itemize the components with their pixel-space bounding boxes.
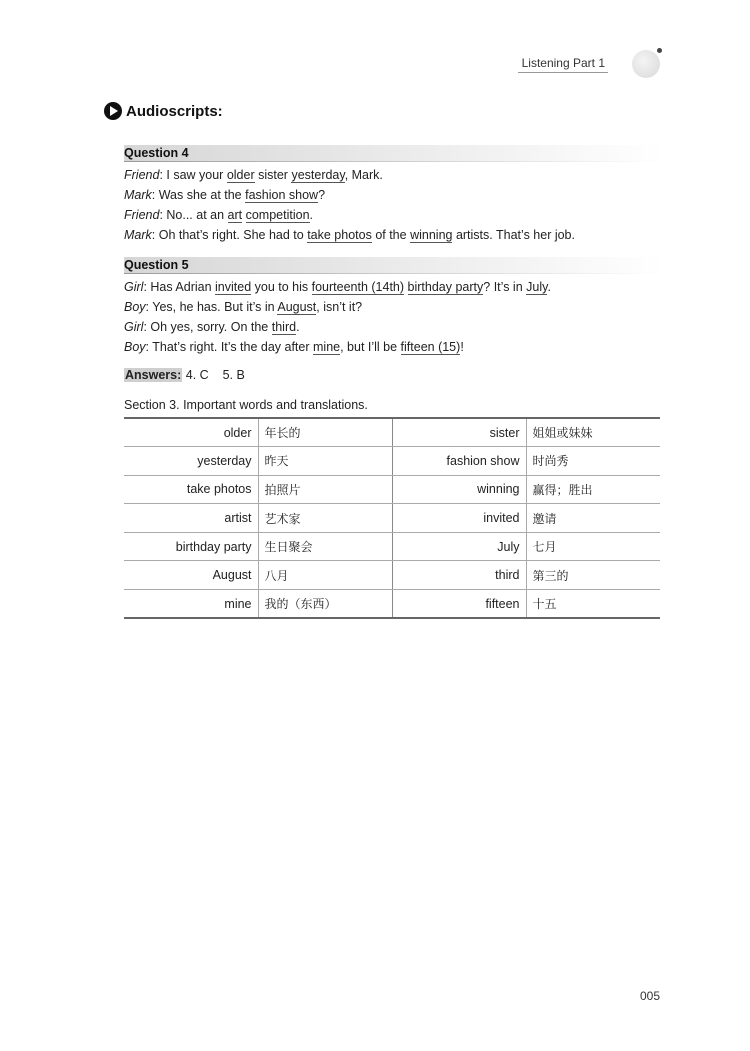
english-term: artist (124, 504, 258, 533)
chinese-translation: 时尚秀 (526, 447, 660, 476)
key-word: fifteen (15) (400, 340, 461, 354)
heading-rule (124, 161, 664, 162)
script-text: : No... at an (159, 208, 228, 222)
table-row (124, 447, 660, 476)
key-word: fashion show (245, 188, 319, 202)
english-term: winning (392, 475, 526, 504)
key-word: winning (410, 228, 453, 242)
script-line (124, 225, 684, 245)
script-text: . (296, 320, 300, 334)
question-5-script (124, 277, 684, 357)
key-word: third (271, 320, 297, 334)
english-term: birthday party (124, 532, 258, 561)
speaker-name: Girl (124, 280, 144, 294)
section-title: Audioscripts: (126, 102, 223, 120)
speaker-name: Girl (124, 320, 144, 334)
speaker-name: Friend (124, 208, 160, 222)
question-5-heading (124, 257, 664, 273)
key-word: competition (245, 208, 310, 222)
script-text: : That’s right. It’s the day after (145, 340, 313, 354)
chinese-translation: 拍照片 (258, 475, 392, 504)
chinese-translation: 第三的 (526, 561, 660, 590)
english-term: yesterday (124, 447, 258, 476)
script-text: artists. That’s her job. (452, 228, 575, 242)
script-text: : Oh yes, sorry. On the (143, 320, 272, 334)
english-term: August (124, 561, 258, 590)
chinese-translation: 邀请 (526, 504, 660, 533)
script-text: : Oh that’s right. She had to (151, 228, 308, 242)
english-term: third (392, 561, 526, 590)
key-word: invited (215, 280, 252, 294)
key-word: art (227, 208, 243, 222)
header-circle-decoration (632, 50, 660, 78)
english-term: fashion show (392, 447, 526, 476)
answers-text: 4. C 5. B (182, 368, 245, 382)
heading-rule (124, 273, 664, 274)
speaker-name: Boy (124, 340, 146, 354)
speaker-name: Mark (124, 228, 152, 242)
question-5-title: Question 5 (124, 258, 189, 272)
english-term: sister (392, 418, 526, 447)
table-row (124, 418, 660, 447)
table-row (124, 590, 660, 619)
script-text: , Mark. (344, 168, 383, 182)
play-icon (104, 102, 122, 120)
running-header (520, 48, 720, 78)
chinese-translation: 昨天 (258, 447, 392, 476)
table-caption: Section 3. Important words and translations. (124, 398, 368, 412)
question-4-title: Question 4 (124, 146, 189, 160)
script-text: . (309, 208, 314, 222)
key-word: fourteenth (14th) (311, 280, 405, 294)
chinese-translation: 我的（东西） (258, 590, 392, 619)
script-text: , but I’ll be (340, 340, 401, 354)
header-rule (518, 72, 608, 73)
answers-line (124, 368, 245, 382)
script-text: , isn’t it? (316, 300, 363, 314)
chinese-translation: 姐姐或妹妹 (526, 418, 660, 447)
speaker-name: Friend (124, 168, 160, 182)
header-title: Listening Part 1 (521, 56, 605, 70)
script-text: : Was she at the (151, 188, 246, 202)
question-4-script (124, 165, 684, 245)
key-word: August (277, 300, 317, 314)
script-line (124, 185, 684, 205)
script-line (124, 165, 684, 185)
chinese-translation: 生日聚会 (258, 532, 392, 561)
english-term: July (392, 532, 526, 561)
script-text: : I saw your (159, 168, 227, 182)
script-text: : Has Adrian (143, 280, 216, 294)
script-text: ? (318, 188, 326, 202)
speaker-name: Boy (124, 300, 146, 314)
script-line (124, 205, 684, 225)
english-term: mine (124, 590, 258, 619)
key-word: mine (313, 340, 341, 354)
script-line (124, 337, 684, 357)
chinese-translation: 年长的 (258, 418, 392, 447)
section-heading (104, 102, 223, 120)
chinese-translation: 七月 (526, 532, 660, 561)
script-text: : Yes, he has. But it’s in (145, 300, 278, 314)
english-term: invited (392, 504, 526, 533)
script-line (124, 317, 684, 337)
script-text (404, 280, 407, 294)
english-term: take photos (124, 475, 258, 504)
header-dot-decoration (657, 48, 662, 53)
table-row (124, 475, 660, 504)
script-line (124, 297, 684, 317)
key-word: birthday party (407, 280, 484, 294)
english-term: older (124, 418, 258, 447)
script-text: ! (460, 340, 464, 354)
chinese-translation: 十五 (526, 590, 660, 619)
vocabulary-table (124, 417, 660, 619)
script-text: of the (371, 228, 411, 242)
script-text: you to his (251, 280, 312, 294)
key-word: yesterday (291, 168, 345, 182)
script-line (124, 277, 684, 297)
script-text: ? It’s in (483, 280, 527, 294)
speaker-name: Mark (124, 188, 152, 202)
key-word: take photos (307, 228, 372, 242)
table-row (124, 532, 660, 561)
answers-label: Answers: (125, 368, 182, 382)
english-term: fifteen (392, 590, 526, 619)
page-number: 005 (640, 989, 661, 1003)
key-word: older (226, 168, 255, 182)
chinese-translation: 八月 (258, 561, 392, 590)
script-text: sister (254, 168, 292, 182)
chinese-translation: 艺术家 (258, 504, 392, 533)
question-4-heading (124, 145, 664, 161)
key-word: July (526, 280, 548, 294)
script-text: . (547, 280, 551, 294)
table-row (124, 504, 660, 533)
chinese-translation: 赢得；胜出 (526, 475, 660, 504)
table-row (124, 561, 660, 590)
